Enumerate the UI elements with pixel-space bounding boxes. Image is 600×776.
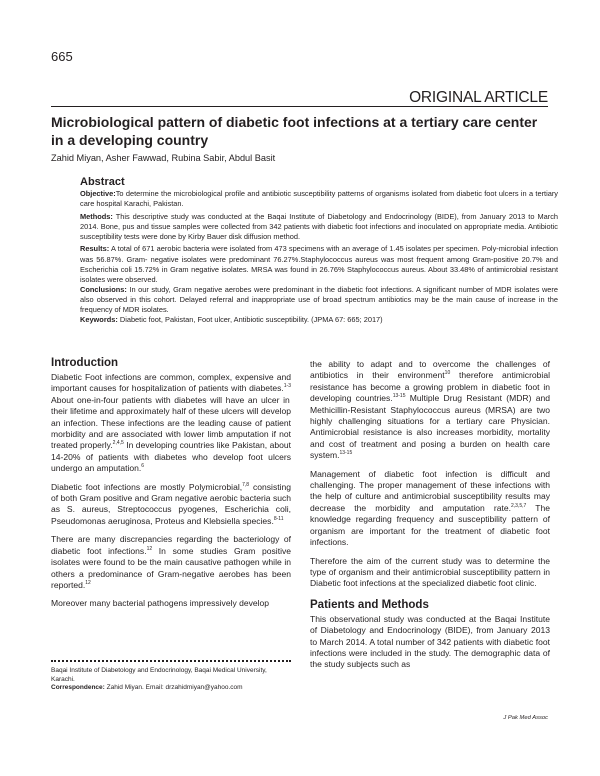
affiliation: Baqai Institute of Diabetology and Endocrinology, Baqai Medical University, Karachi.	[51, 667, 267, 683]
header-rule	[51, 106, 548, 107]
keywords-label: Keywords:	[80, 315, 118, 325]
reference-sup: 6	[141, 463, 145, 470]
reference-sup: 13-15	[392, 393, 406, 400]
intro-paragraph-4: Moreover many bacterial pathogens impressively develop	[51, 598, 270, 609]
correspondence-label: Correspondence:	[51, 684, 105, 692]
page-number: 665	[51, 49, 73, 64]
text-run: Diabetic foot infections are mostly Polymicrobial,	[51, 481, 243, 492]
text-run: consisting of both Gram positive and Gram negative aerobic bacteria such as S. aureus, Streptococcus pyogenes, Escherichia coli, Pseudomonas aeruginosa, Proteus and Klebsiella species.	[51, 481, 291, 526]
text-run: There are many discrepancies regarding the bacteriology of diabetic foot infections.	[51, 534, 291, 556]
text-run: Management of diabetic foot infection is difficult and challenging. The proper management of these infections with the help of culture and antimicrobial susceptibility results may decrease the morbidity and amputation rate.	[310, 468, 550, 513]
abstract-keywords	[80, 315, 558, 325]
reference-sup: 1-3	[283, 383, 291, 390]
text-run: Multiple Drug Resistant (MDR) and Methicillin-Resistant Staphylococcus aureus (MRSA) are two highly challenging situations for a tertiary care Physician. Antimicrobial resistance is also increases morbidity, mortality and cost of treatment and posing a burden on health care system.	[310, 393, 550, 461]
intro-paragraph-3	[51, 534, 291, 591]
results-text: A total of 671 aerobic bacteria were isolated from 473 specimens with an average of 1.45 isolates per specimen. Poly-microbial infection was 56.87%. Gram- negative isolates were predominant 76.27%.Staphylococcus aureus was most frequent among Gram-positive 20.7% and Escherichia coli 15.72% in Gram negative isolates. MRSA was found in 26.76% Staphylococcus aureus. About 33.48% of antimicrobial resistant isolates were observed.	[80, 244, 558, 284]
introduction-heading: Introduction	[51, 357, 119, 369]
conclusions-text: In our study, Gram negative aerobes were predominant in the diabetic foot infections. A significant number of MDR isolates were also observed in this cohort. Delayed referral and inappropriate use of broad spectrum antibiotics may be the main cause of increase in the frequency of MDR isolates.	[80, 284, 558, 315]
keywords-text: Diabetic foot, Pakistan, Foot ulcer, Antibiotic susceptibility. (JPMA 67: 665; 2017)	[117, 315, 383, 325]
abstract	[80, 176, 558, 325]
intro-paragraph-7: Therefore the aim of the current study was to determine the type of organism and their antimicrobial susceptibility pattern in Diabetic foot infections at the specialized diabetic foot clinic.	[310, 555, 550, 589]
methods-paragraph-1: This observational study was conducted at the Baqai Institute of Diabetology and Endocrinology (BIDE), from January 2013 to March 2014. A total number of 342 patients with diabetic foot infections were included in the study. The demographic data of the study subjects such as	[310, 613, 550, 670]
abstract-heading: Abstract	[80, 176, 125, 188]
intro-paragraph-6	[310, 469, 550, 549]
reference-sup: 10	[444, 370, 451, 377]
text-run: Diabetic Foot infections are common, complex, expensive and important causes for hospitalization of patients with diabetes.	[51, 372, 291, 394]
text-run: About one-in-four patients with diabetes will have an ulcer in their lifetime and approximately half of these ulcers will develop an infection. These infections are the leading cause of patient morbidity and are associated with lower limb amputation if not treated properly.	[51, 394, 291, 451]
article-type-label: ORIGINAL ARTICLE	[409, 89, 548, 106]
correspondence	[51, 684, 291, 693]
objective-label: Objective:	[80, 189, 116, 198]
abstract-methods	[80, 212, 558, 242]
text-run: The knowledge regarding frequency and susceptibility pattern of organism are important for the treatment of diabetic foot infections.	[310, 502, 550, 548]
left-column	[51, 359, 291, 610]
methods-text: This descriptive study was conducted at the Baqai Institute of Diabetology and Endocrinology (BIDE), from January 2013 to March 2014. Bone, pus and tissue samples were collected from 342 patients with diabetic foot infections and inoculated on appropriate media. Antibiotic susceptibility tests were done by Kirby Bauer disk diffusion method.	[80, 211, 558, 241]
reference-sup: 7,8	[242, 481, 250, 488]
right-column	[310, 359, 550, 671]
text-run: therefore antimicrobial resistance has become a growing problem in diabetic foot in developing countries.	[310, 370, 550, 404]
text-run: In some studies Gram positive isolates were found to be the main causative pathogen while in others a predominance of Gram-negative aerobes has been reported.	[51, 545, 291, 590]
reference-sup: 2,3,5,7	[511, 503, 527, 510]
article-title: Microbiological pattern of diabetic foot infections at a tertiary care center in a developing country	[51, 114, 538, 148]
methods-heading: Patients and Methods	[310, 598, 429, 611]
methods-label: Methods:	[80, 211, 113, 221]
reference-sup: 12	[146, 545, 153, 552]
footnote-divider	[51, 660, 291, 662]
reference-sup: 8-11	[273, 516, 284, 523]
text-run: the ability to adapt and to overcome the challenges of antibiotics in their environment	[310, 359, 550, 381]
journal-name: J Pak Med Assoc	[503, 715, 548, 721]
reference-sup: 12	[85, 580, 91, 587]
conclusions-label: Conclusions:	[80, 284, 127, 294]
correspondence-text: Zahid Miyan. Email: drzahidmiyan@yahoo.com	[104, 684, 243, 692]
intro-paragraph-2	[51, 482, 291, 528]
author-list: Zahid Miyan, Asher Fawwad, Rubina Sabir, Abdul Basit	[51, 153, 276, 163]
footnote	[51, 667, 291, 693]
objective-text: To determine the microbiological profile and antibiotic susceptibility patterns of organisms isolated from diabetic foot ulcers in a tertiary care hospital Karachi, Pakistan.	[80, 189, 558, 209]
abstract-results	[80, 244, 558, 284]
intro-paragraph-5	[310, 359, 550, 462]
abstract-conclusions	[80, 285, 558, 315]
results-label: Results:	[80, 244, 110, 254]
abstract-objective	[80, 189, 558, 209]
reference-sup: 2,4,5	[112, 440, 124, 447]
intro-paragraph-1	[51, 372, 291, 475]
text-run: In developing countries like Pakistan, about 14-20% of patients with diabetes who develop foot ulcers undergo an amputation.	[51, 440, 291, 474]
reference-sup: 13-15	[339, 450, 353, 457]
